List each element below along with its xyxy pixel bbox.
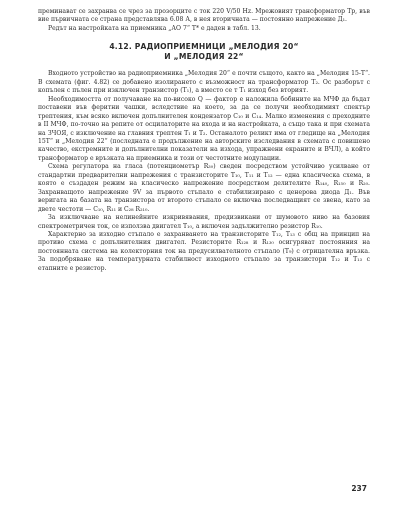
section-title xyxy=(38,42,370,62)
body-paragraph-3: Схема регулатора на гласа (потенциометър R₃₀) сведен посредством устойчиво усилване от стандартни предварителни напрежения с транзисторите Т₁₀, Т₁₁ и Т₁₂ — една класическа схема, в която е създаден режим на класическо напрежение посредством делителите R₁₄₀, R₁₅₀ и R₂₀. Захранващото напрежение 9V за първото стъпало е стабилизирано с ценерова диода Д₁. Във веригата на базата на транзистора от второто стъпало се включва последващият се звена, като за двете честоти — C₁₀, R₁₁ и C₂₈ R₂₁₀. xyxy=(38,163,370,213)
body-paragraph-2: Необходимостта от получаване на по-високо Q — фактор е наложила бобините на МЧФ да бъдат поставени във феритни чашки, вследствие на което, за да се получи необходимият спектър трептения, към всяко включен допълнителен кондензатор С₁₀ и С₁₄. Малко изменения с преходните в II МЧФ, по-точно на репите от осцилаторите на входа и на настройката, а също така и при схемата на ЗЧОЯ, с изключение на главния трептен Т₁ и Т₂. Останалото реликт има от гледище на „Мелодия 15Т“ и „Мелодия 22“ (последната е продължение на авторските изследвания в схемата с повишено качество, екстремните и допълнителни показатели на изхода, упражнени екраните и ВЧЛ), а който трансформатор е връзката на приемника и този от честотните модулации. xyxy=(38,95,370,162)
section-title-line-2: И „МЕЛОДИЯ 22“ xyxy=(164,52,244,62)
section-title-line-1: 4.12. РАДИОПРИЕМНИЦИ „МЕЛОДИЯ 20“ xyxy=(109,42,299,52)
page-number: 237 xyxy=(351,484,367,493)
intro-paragraph-1: преминават се захранва се чрез за прозорците с ток 220 V/50 Hz. Мрежовият трансформатор Тр, във вие първичната се страна представлява 6.08 А, в нея вторичната — постоянно напрежение Д₁. xyxy=(38,8,370,24)
body-paragraph-4: За изключване на нелинейните изкривявания, предизвикани от шумовото ниво на базовия спектрометричен ток, се използва двигател Т₁₀, а включен задължително резистор R₁₀. xyxy=(38,214,370,230)
body-paragraph-1: Входното устройство на радиоприемника „Мелодия 20“ е почти същото, както на „Мелодия 15-Т“. В схемата (фиг. 4.82) се добавено изолирането с възможност на трансформатор Т₂. Ос разборът с копълен с пълен при изключен транзистор (Т₁), а вместо се т Т₁ изход без вторият. xyxy=(38,70,370,95)
body-paragraph-5: Характерно за изходно стъпало е захранването на транзисторите Т₁₂, Т₁₃ с общ на принцип на противо схема с допълнителния двигател. Резисторите R₁₂₈ и R₁₃₀ осигуряват постоянния на постоянната система на колекторния ток на предусилвателното стъпало (Т₉) с отрицателна връзка. За подобряване на температурната стабилност изходното стъпало за транзистори Т₁₂ и Т₁₃ с етапните е резистор. xyxy=(38,230,370,272)
intro-paragraph-2: Редът на настройката на приемника „АО 7“ Т* е даден в табл. 13. xyxy=(48,24,261,32)
